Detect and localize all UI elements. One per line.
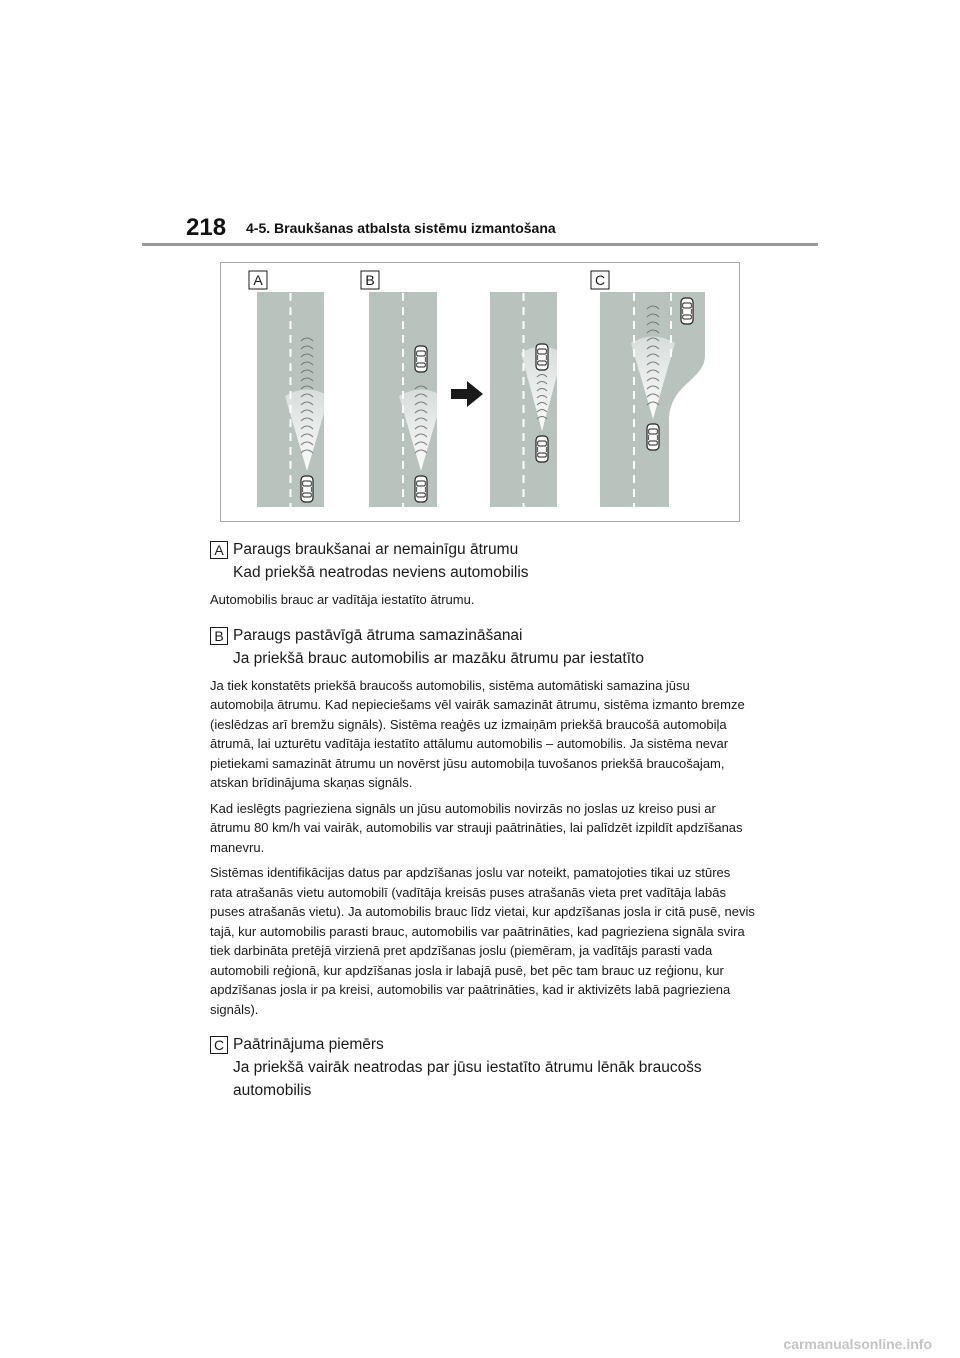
panel-label-a (249, 271, 267, 289)
section-b-badge: B (210, 627, 228, 645)
manual-content (210, 532, 755, 1102)
section-b-paragraph-3: Sistēmas identifikācijas datus par apdzīšanas joslu var noteikt, pamatojoties tikai uz stūres rata atrašanās vietu automobilī (vadītāja kreisās puses atrašanās vieta pret vadītāja labās puses atrašanās vietu). Ja automobilis brauc līdz vietai, kur apdzīšanas josla ir citā pusē, nevis tajā, kur automobilis parasti brauc, automobilis var paātrināties, kad pagrieziena signāla svira tiek darbināta pretējā virzienā pret apdzīšanas joslu (piemēram, ja vadītājs parasti vada automobili reģionā, kur apdzīšanas josla ir labajā pusē, bet pēc tam brauc uz reģionu, kur apdzīšanas josla ir pa kreisi, automobilis var paātrināties, kad ir aktivizēts labā pagrieziena signāls). (210, 865, 755, 1017)
panel-label-c (591, 271, 609, 289)
section-c-heading (210, 1033, 755, 1102)
section-a-title: Paraugs braukšanai ar nemainīgu ātrumu (233, 541, 519, 558)
section-c-title: Paātrinājuma piemērs (233, 1036, 384, 1053)
section-b-subtitle: Ja priekšā brauc automobilis ar mazāku ātrumu par iestatīto (233, 649, 644, 667)
acc-diagram (220, 262, 740, 522)
panel-label-b (361, 271, 379, 289)
section-b-title: Paraugs pastāvīgā ātruma samazināšanai (233, 626, 523, 644)
section-a-heading (210, 538, 755, 584)
transition-arrow-icon (451, 381, 483, 407)
section-c-subtitle: Ja priekšā vairāk neatrodas par jūsu iestatīto ātrumu lēnāk braucošs automobilis (233, 1059, 702, 1099)
own-car-b2-icon (536, 436, 548, 462)
own-car-b-icon (415, 476, 427, 502)
lead-car-b-icon (415, 346, 427, 372)
own-car-c-icon (647, 424, 659, 450)
section-b-heading (210, 624, 755, 670)
page-number: 218 (186, 214, 227, 241)
header-rule (142, 243, 818, 246)
section-a-subtitle: Kad priekšā neatrodas neviens automobilis (233, 564, 529, 581)
svg-text:C: C (594, 272, 606, 288)
section-b-paragraph-2: Kad ieslēgts pagrieziena signāls un jūsu automobilis novirzās no joslas uz kreiso pusi ar ātrumu 80 km/h vai vairāk, automobilis var strauji paātrināties, lai palīdzēt izpildīt apdzīšanas manevru. (210, 800, 743, 855)
own-car-a-icon (301, 476, 313, 502)
section-a-badge: A (210, 541, 228, 559)
passed-car-c-icon (681, 298, 693, 324)
lead-car-b2-icon (536, 344, 548, 370)
svg-text:A: A (253, 272, 263, 288)
acc-diagram-svg (221, 263, 741, 523)
section-title: 4-5. Braukšanas atbalsta sistēmu izmantošana (246, 220, 556, 236)
section-a-paragraph-1: Automobilis brauc ar vadītāja iestatīto ātrumu. (210, 592, 475, 607)
section-c-badge: C (210, 1036, 228, 1054)
section-b-paragraph-1: Ja tiek konstatēts priekšā braucošs automobilis, sistēma automātiski samazina jūsu automobiļa ātrumu. Kad nepieciešams vēl vairāk samazināt ātrumu, sistēma izmanto bremze (ieslēdzas arī bremžu signāls). Sistēma reaģēs uz izmaiņām priekšā braucošā automobiļa ātrumā, lai uzturētu vadītāja iestatīto attālumu automobilis – automobilis. Ja sistēma nevar pietiekami samazināt ātrumu un novērst jūsu automobiļa tuvošanos priekšā braucošajam, atskan brīdinājuma skaņas signāls. (210, 677, 745, 790)
svg-text:B: B (365, 272, 375, 288)
footer-watermark: carmanualsonline.info (783, 1336, 932, 1352)
